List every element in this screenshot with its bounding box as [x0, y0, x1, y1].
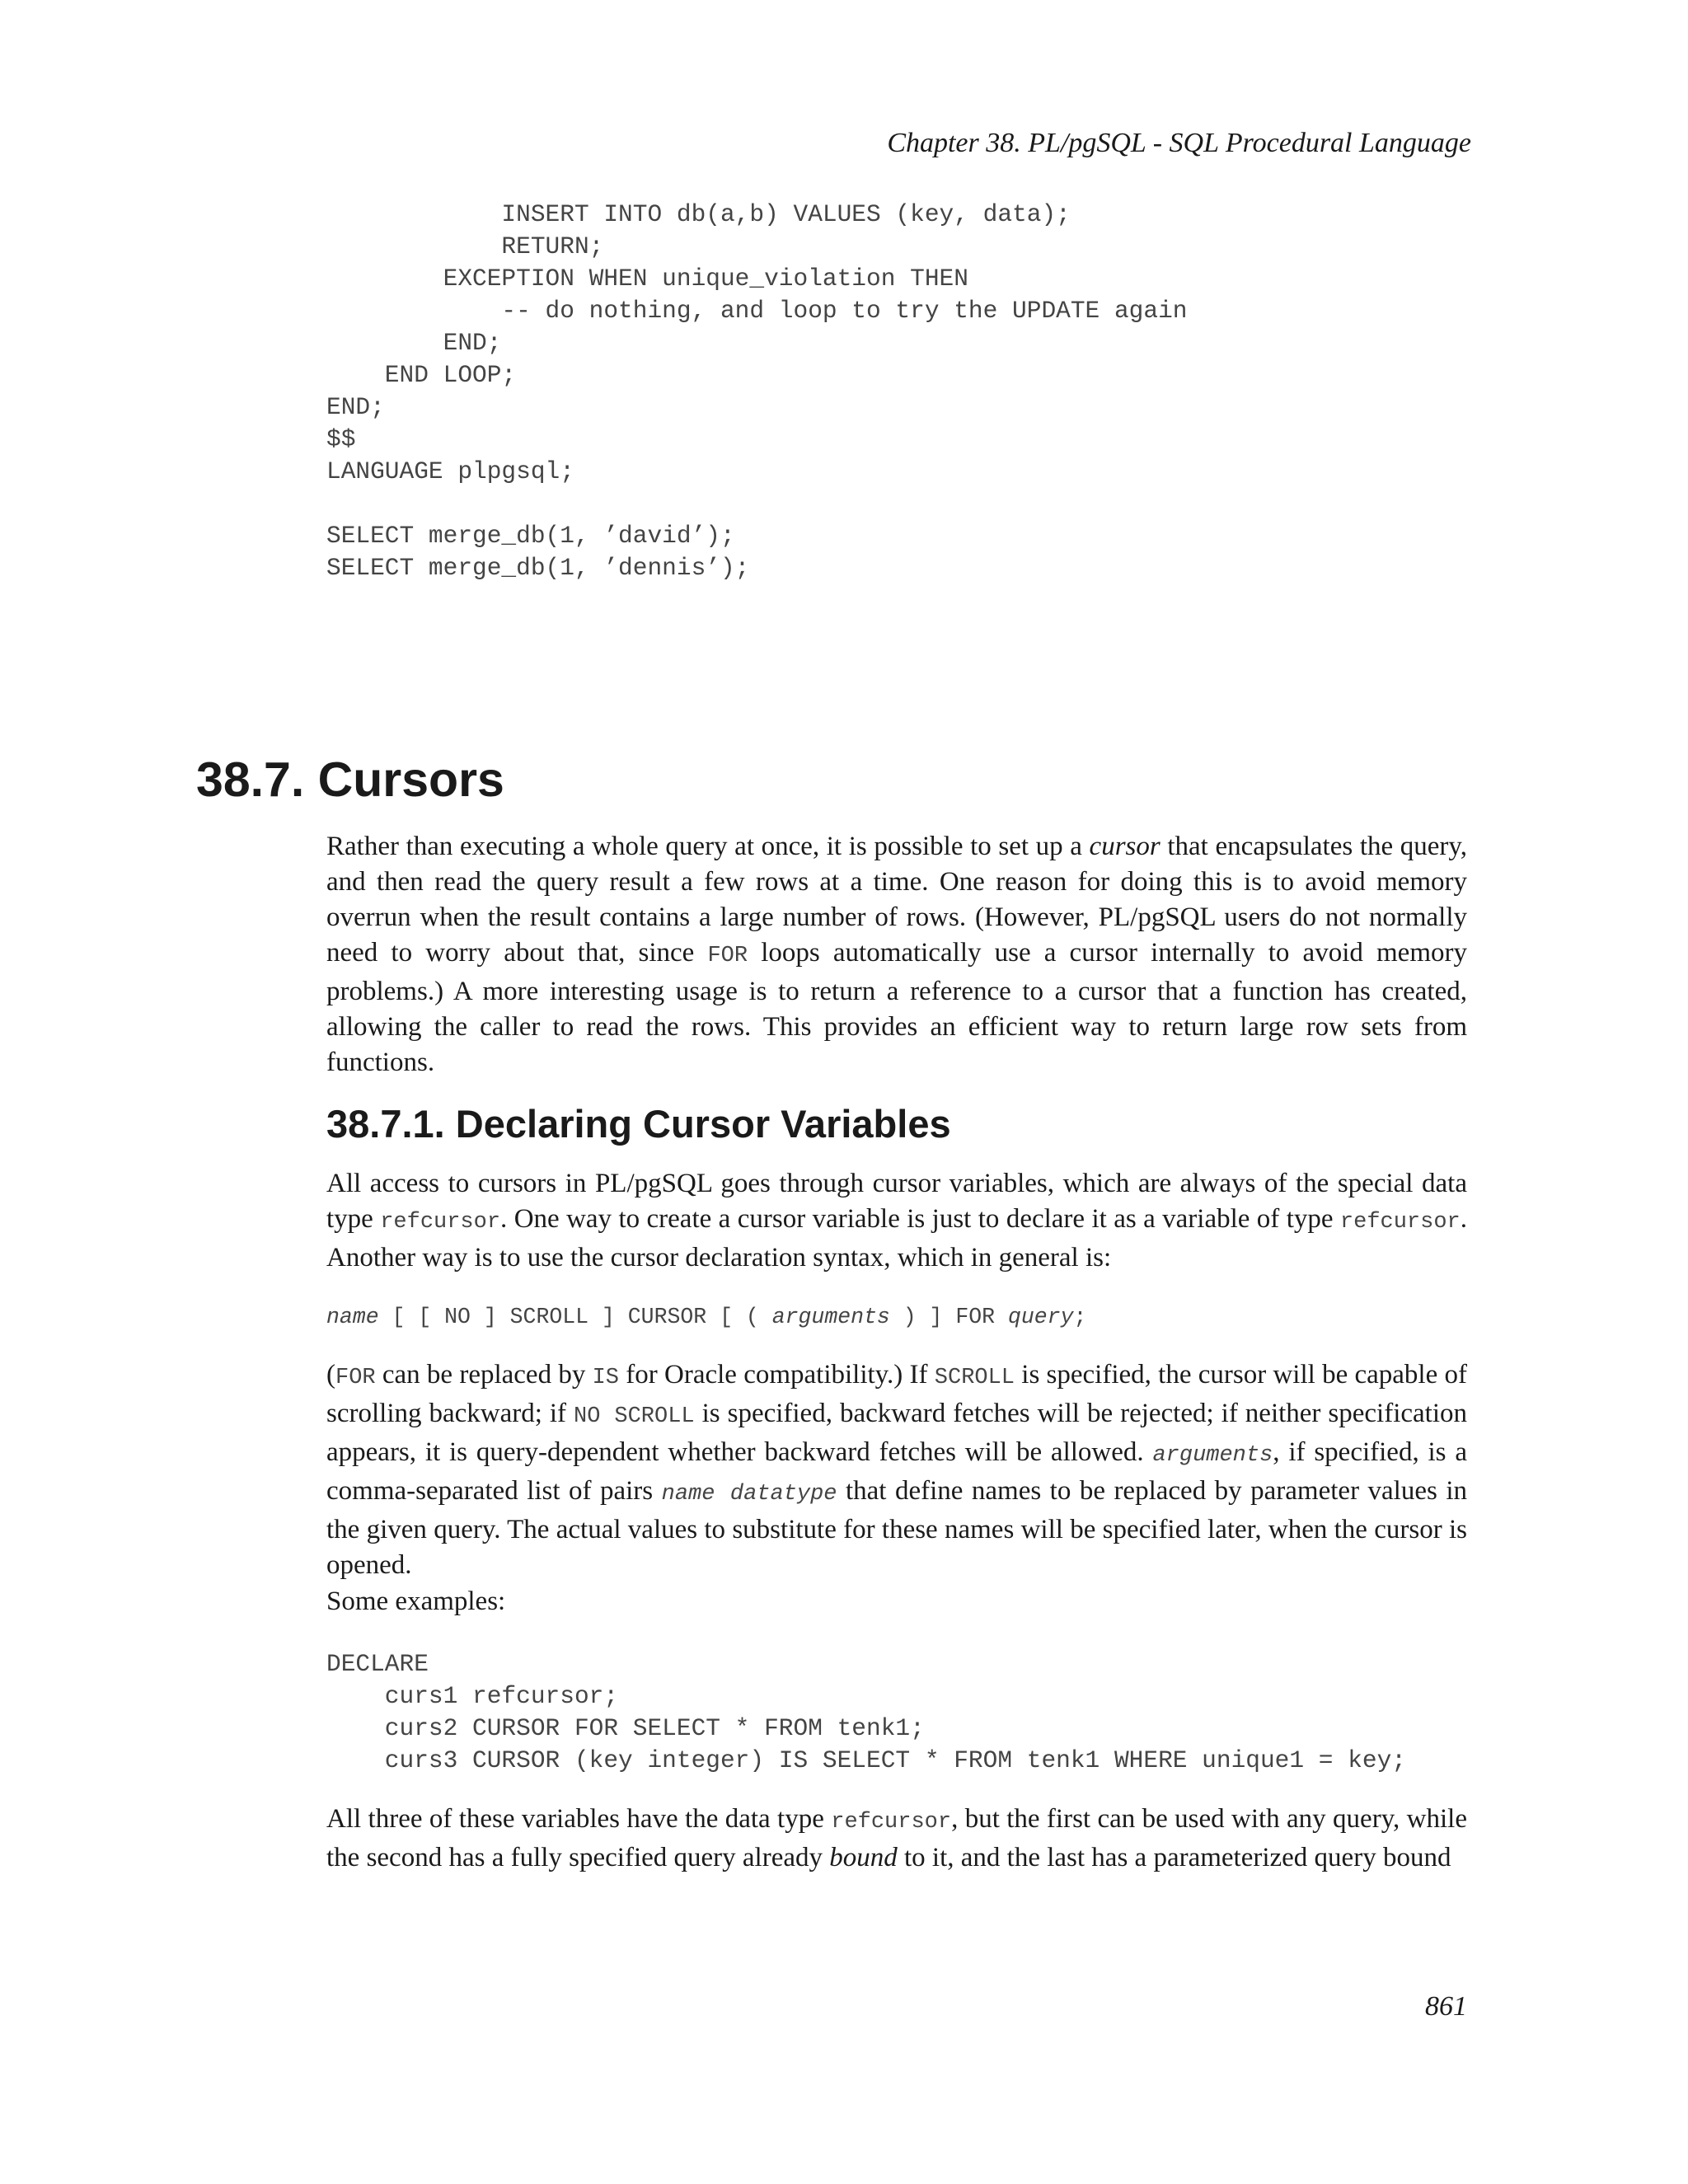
- text-run: (: [326, 1360, 335, 1390]
- running-header: Chapter 38. PL/pgSQL - SQL Procedural Language: [887, 128, 1471, 158]
- paragraph-three-variables: [326, 1802, 1467, 1876]
- code-line: LANGUAGE plpgsql;: [326, 457, 574, 485]
- text-run: , but the first can be used with any query, while the second has a fully specified query already: [326, 1804, 1467, 1872]
- cursor-declaration-syntax: [326, 1301, 1086, 1333]
- keyword-for: FOR: [707, 944, 748, 968]
- text-run: All three of these variables have the data type: [326, 1804, 832, 1834]
- type-refcursor: refcursor: [831, 1810, 952, 1835]
- text-run: Rather than executing a whole query at once, it is possible to set up a: [326, 832, 1090, 861]
- subsection-heading: 38.7.1. Declaring Cursor Variables: [326, 1102, 951, 1146]
- code-line: curs1 refcursor;: [326, 1682, 619, 1710]
- code-block-declare-examples: [326, 1648, 1406, 1777]
- code-line: RETURN;: [326, 232, 604, 260]
- type-refcursor: refcursor: [380, 1210, 501, 1235]
- code-line: SELECT merge_db(1, ’david’);: [326, 522, 735, 550]
- code-line: EXCEPTION WHEN unique_violation THEN: [326, 265, 968, 293]
- keyword-scroll: SCROLL: [934, 1366, 1015, 1390]
- text-run: is specified, backward fetches will be rejected; if neither specification appears, it is query-dependent whether backward fetches will be allowed.: [326, 1399, 1467, 1467]
- page-number: 861: [1425, 1991, 1467, 2022]
- code-line: END;: [326, 393, 385, 421]
- param-arguments: arguments: [1152, 1443, 1273, 1468]
- text-run: loops automatically use a cursor internally to avoid memory problems.) A more interesting usage is to return a reference to a cursor that a function has created, allowing the caller to read the rows. This provides an efficient way to return large row sets from functions.: [326, 938, 1467, 1077]
- section-heading: 38.7. Cursors: [196, 752, 504, 807]
- text-run: . Another way is to use the cursor declaration syntax, which in general is:: [326, 1204, 1467, 1272]
- paragraph-access: [326, 1166, 1467, 1276]
- code-line: $$: [326, 425, 356, 453]
- code-line: -- do nothing, and loop to try the UPDATE again: [326, 297, 1188, 325]
- code-line: curs3 CURSOR (key integer) IS SELECT * FROM tenk1 WHERE unique1 = key;: [326, 1746, 1407, 1774]
- syntax-text: ) ] FOR: [889, 1305, 1008, 1329]
- code-line: END LOOP;: [326, 361, 517, 389]
- param-name-datatype: name datatype: [661, 1482, 837, 1507]
- term-bound: bound: [829, 1843, 898, 1872]
- syntax-param-query: query: [1007, 1305, 1074, 1329]
- code-line: SELECT merge_db(1, ’dennis’);: [326, 554, 750, 582]
- text-run: to it, and the last has a parameterized query bound: [897, 1843, 1451, 1872]
- type-refcursor: refcursor: [1339, 1210, 1461, 1235]
- text-run: , if specified, is a comma-separated list of pairs: [326, 1437, 1467, 1506]
- text-run: can be replaced by: [375, 1360, 593, 1390]
- syntax-param-arguments: arguments: [771, 1305, 890, 1329]
- code-line: curs2 CURSOR FOR SELECT * FROM tenk1;: [326, 1714, 925, 1742]
- paragraph-examples-lead: Some examples:: [326, 1586, 506, 1616]
- text-run: All access to cursors in PL/pgSQL goes through cursor variables, which are always of the special data type: [326, 1169, 1467, 1234]
- keyword-no-scroll: NO SCROLL: [574, 1404, 695, 1429]
- term-cursor: cursor: [1089, 832, 1160, 861]
- code-line: END;: [326, 329, 502, 357]
- syntax-text: ;: [1073, 1305, 1087, 1329]
- code-line: [326, 488, 1187, 520]
- syntax-param-name: name: [326, 1305, 379, 1329]
- text-run: for Oracle compatibility.) If: [619, 1360, 935, 1390]
- code-block-merge-db: [326, 199, 1187, 584]
- code-line: INSERT INTO db(a,b) VALUES (key, data);: [326, 200, 1071, 228]
- keyword-is: IS: [592, 1366, 620, 1390]
- paragraph-intro: [326, 829, 1467, 1080]
- keyword-for: FOR: [335, 1366, 376, 1390]
- text-run: that encapsulates the query, and then read the query result a few rows at a time. One reason for doing this is to avoid memory overrun when the result contains a large number of rows. (However, PL/pgSQL users do not normally need to worry about that, since: [326, 832, 1467, 968]
- text-run: is specified, the cursor will be capable of scrolling backward; if: [326, 1360, 1467, 1428]
- text-run: . One way to create a cursor variable is just to declare it as a variable of type: [500, 1204, 1340, 1234]
- code-line: DECLARE: [326, 1650, 429, 1678]
- text-run: that define names to be replaced by parameter values in the given query. The actual values to substitute for these names will be specified later, when the cursor is opened.: [326, 1476, 1467, 1580]
- syntax-text: [ [ NO ] SCROLL ] CURSOR [ (: [378, 1305, 772, 1329]
- paragraph-for-is: [326, 1357, 1467, 1583]
